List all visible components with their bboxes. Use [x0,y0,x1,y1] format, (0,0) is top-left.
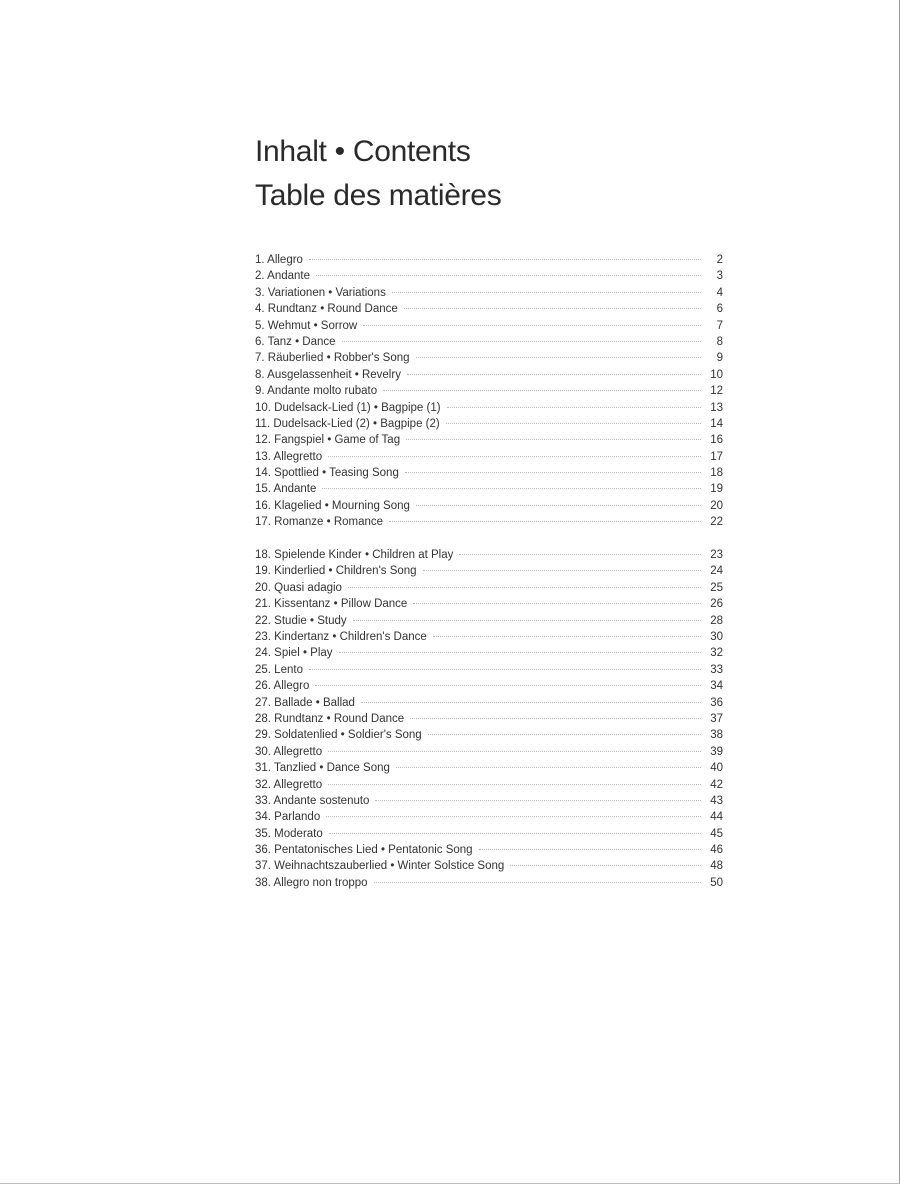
toc-entry-page-number: 36 [710,696,723,709]
toc-dot-leader [328,456,701,457]
toc-entry [255,645,723,661]
toc-entry [255,793,723,809]
toc-entry [255,498,723,514]
toc-dot-leader [361,702,701,703]
toc-entry-page-number: 22 [710,516,723,529]
toc-entry-title: 10. Dudelsack-Lied (1) • Bagpipe (1) [255,401,441,414]
toc-entry [255,268,723,284]
toc-entry-page-number: 28 [710,614,723,627]
toc-entry-page-number: 46 [710,844,723,857]
toc-entry-page-number: 33 [710,663,723,676]
toc-entry [255,350,723,366]
toc-entry-title: 17. Romanze • Romance [255,516,384,529]
toc-section [255,252,723,531]
toc-entry [255,563,723,579]
toc-entry-title: 19. Kinderlied • Children's Song [255,565,417,578]
toc-entry [255,695,723,711]
toc-entry-title: 38. Allegro non troppo [255,876,368,889]
toc-entry-page-number: 17 [710,450,723,463]
toc-entry [255,400,723,416]
page-title [255,130,725,218]
toc-dot-leader [406,439,701,440]
toc-entry-title: 1. Allegro [255,254,303,266]
toc-entry [255,465,723,481]
toc-entry-page-number: 6 [716,303,723,316]
toc-entry [255,383,723,399]
toc-entry [255,711,723,727]
toc-entry-page-number: 24 [710,565,723,578]
toc-dot-leader [410,718,701,719]
toc-entry-page-number: 34 [710,680,723,693]
toc-entry-title: 36. Pentatonisches Lied • Pentatonic Song [255,844,473,857]
toc-entry-page-number: 2 [716,254,723,266]
toc-entry-title: 7. Räuberlied • Robber's Song [255,352,410,365]
toc-dot-leader [416,505,701,506]
toc-entry [255,596,723,612]
toc-entry-page-number: 39 [710,745,723,758]
toc-entry-title: 25. Lento [255,663,303,676]
toc-entry-title: 4. Rundtanz • Round Dance [255,303,398,316]
toc-dot-leader [329,833,701,834]
toc-dot-leader [405,472,701,473]
toc-dot-leader [309,259,701,260]
toc-entry-title: 32. Allegretto [255,778,323,791]
toc-entry [255,727,723,743]
toc-entry-page-number: 12 [710,385,723,398]
toc-dot-leader [326,816,701,817]
toc-entry-page-number: 7 [716,319,723,332]
toc-entry-title: 8. Ausgelassenheit • Revelry [255,368,401,381]
toc-entry [255,629,723,645]
toc-dot-leader [423,570,701,571]
toc-entry [255,301,723,317]
toc-entry [255,514,723,530]
toc-entry-page-number: 8 [716,335,723,348]
toc-dot-leader [510,865,701,866]
toc-entry-page-number: 43 [710,794,723,807]
toc-entry [255,858,723,874]
toc-dot-leader [328,751,701,752]
toc-dot-leader [404,308,701,309]
toc-entry-title: 18. Spielende Kinder • Children at Play [255,549,454,562]
toc-entry [255,744,723,760]
toc-entry-page-number: 19 [710,483,723,496]
toc-dot-leader [375,800,701,801]
toc-entry-title: 30. Allegretto [255,745,323,758]
toc-entry-page-number: 14 [710,417,723,430]
toc-dot-leader [416,357,701,358]
toc-entry-page-number: 18 [710,467,723,480]
toc-dot-leader [353,620,701,621]
toc-entry [255,547,723,563]
toc-entry-page-number: 25 [710,581,723,594]
toc-entry [255,367,723,383]
toc-entry-title: 5. Wehmut • Sorrow [255,319,358,332]
toc-entry-title: 3. Variationen • Variations [255,286,386,299]
toc-entry-title: 34. Parlando [255,811,321,824]
toc-entry-title: 33. Andante sostenuto [255,794,370,807]
toc-dot-leader [413,603,701,604]
toc-entry-page-number: 40 [710,762,723,775]
toc-dot-leader [479,849,701,850]
toc-entry-title: 13. Allegretto [255,450,323,463]
table-of-contents [255,252,723,891]
toc-entry-title: 11. Dudelsack-Lied (2) • Bagpipe (2) [255,417,440,430]
toc-entry-title: 35. Moderato [255,827,323,840]
toc-entry-title: 27. Ballade • Ballad [255,696,355,709]
toc-entry-page-number: 4 [716,286,723,299]
toc-dot-leader [348,587,701,588]
toc-entry [255,809,723,825]
toc-entry [255,481,723,497]
toc-dot-leader [383,390,701,391]
toc-entry [255,334,723,350]
toc-entry-title: 28. Rundtanz • Round Dance [255,712,405,725]
toc-entry [255,875,723,891]
toc-dot-leader [328,784,701,785]
toc-entry-title: 21. Kissentanz • Pillow Dance [255,598,408,611]
toc-entry-title: 12. Fangspiel • Game of Tag [255,434,401,447]
toc-entry-page-number: 50 [710,876,723,889]
toc-dot-leader [316,275,701,276]
toc-dot-leader [433,636,701,637]
toc-dot-leader [407,374,701,375]
toc-entry-title: 6. Tanz • Dance [255,335,336,348]
page-title-line-2: Table des matières [255,179,502,213]
toc-entry-title: 23. Kindertanz • Children's Dance [255,630,427,643]
toc-dot-leader [342,341,701,342]
toc-entry-page-number: 48 [710,860,723,873]
toc-entry-page-number: 16 [710,434,723,447]
toc-entry [255,285,723,301]
toc-entry-page-number: 30 [710,630,723,643]
toc-entry [255,662,723,678]
toc-entry [255,842,723,858]
toc-entry-title: 24. Spiel • Play [255,647,333,660]
toc-entry-title: 14. Spottlied • Teasing Song [255,467,399,480]
toc-entry-page-number: 45 [710,827,723,840]
toc-entry [255,678,723,694]
toc-section [255,547,723,891]
toc-entry-title: 16. Klagelied • Mourning Song [255,499,410,512]
toc-dot-leader [389,521,701,522]
toc-dot-leader [392,292,701,293]
toc-dot-leader [447,407,701,408]
toc-entry [255,416,723,432]
toc-entry-page-number: 37 [710,712,723,725]
toc-dot-leader [446,423,701,424]
toc-entry [255,432,723,448]
toc-entry-title: 2. Andante [255,270,310,283]
toc-entry-page-number: 3 [716,270,723,283]
toc-entry-page-number: 10 [710,368,723,381]
toc-entry [255,318,723,334]
toc-dot-leader [459,554,701,555]
toc-entry [255,252,723,268]
toc-entry-title: 15. Andante [255,483,317,496]
toc-dot-leader [309,669,701,670]
toc-entry-page-number: 32 [710,647,723,660]
toc-entry-title: 9. Andante molto rubato [255,385,378,398]
toc-dot-leader [315,685,701,686]
toc-entry-title: 29. Soldatenlied • Soldier's Song [255,729,422,742]
toc-entry [255,613,723,629]
toc-dot-leader [322,488,701,489]
toc-entry [255,449,723,465]
toc-entry-page-number: 26 [710,598,723,611]
toc-dot-leader [363,325,701,326]
toc-entry-page-number: 44 [710,811,723,824]
toc-entry-title: 22. Studie • Study [255,614,347,627]
toc-entry-page-number: 13 [710,401,723,414]
toc-entry-title: 20. Quasi adagio [255,581,342,594]
toc-entry-title: 31. Tanzlied • Dance Song [255,762,390,775]
toc-entry-page-number: 42 [710,778,723,791]
toc-entry-page-number: 9 [716,352,723,365]
toc-dot-leader [339,652,701,653]
toc-entry [255,580,723,596]
toc-dot-leader [396,767,701,768]
toc-entry [255,760,723,776]
toc-entry [255,826,723,842]
toc-dot-leader [428,734,701,735]
toc-entry-page-number: 23 [710,549,723,562]
toc-entry-page-number: 38 [710,729,723,742]
toc-entry-page-number: 20 [710,499,723,512]
page-title-line-1: Inhalt • Contents [255,135,471,169]
toc-dot-leader [374,882,701,883]
toc-entry-title: 37. Weihnachtszauberlied • Winter Solstice Song [255,860,505,873]
toc-entry [255,777,723,793]
toc-entry-title: 26. Allegro [255,680,310,693]
